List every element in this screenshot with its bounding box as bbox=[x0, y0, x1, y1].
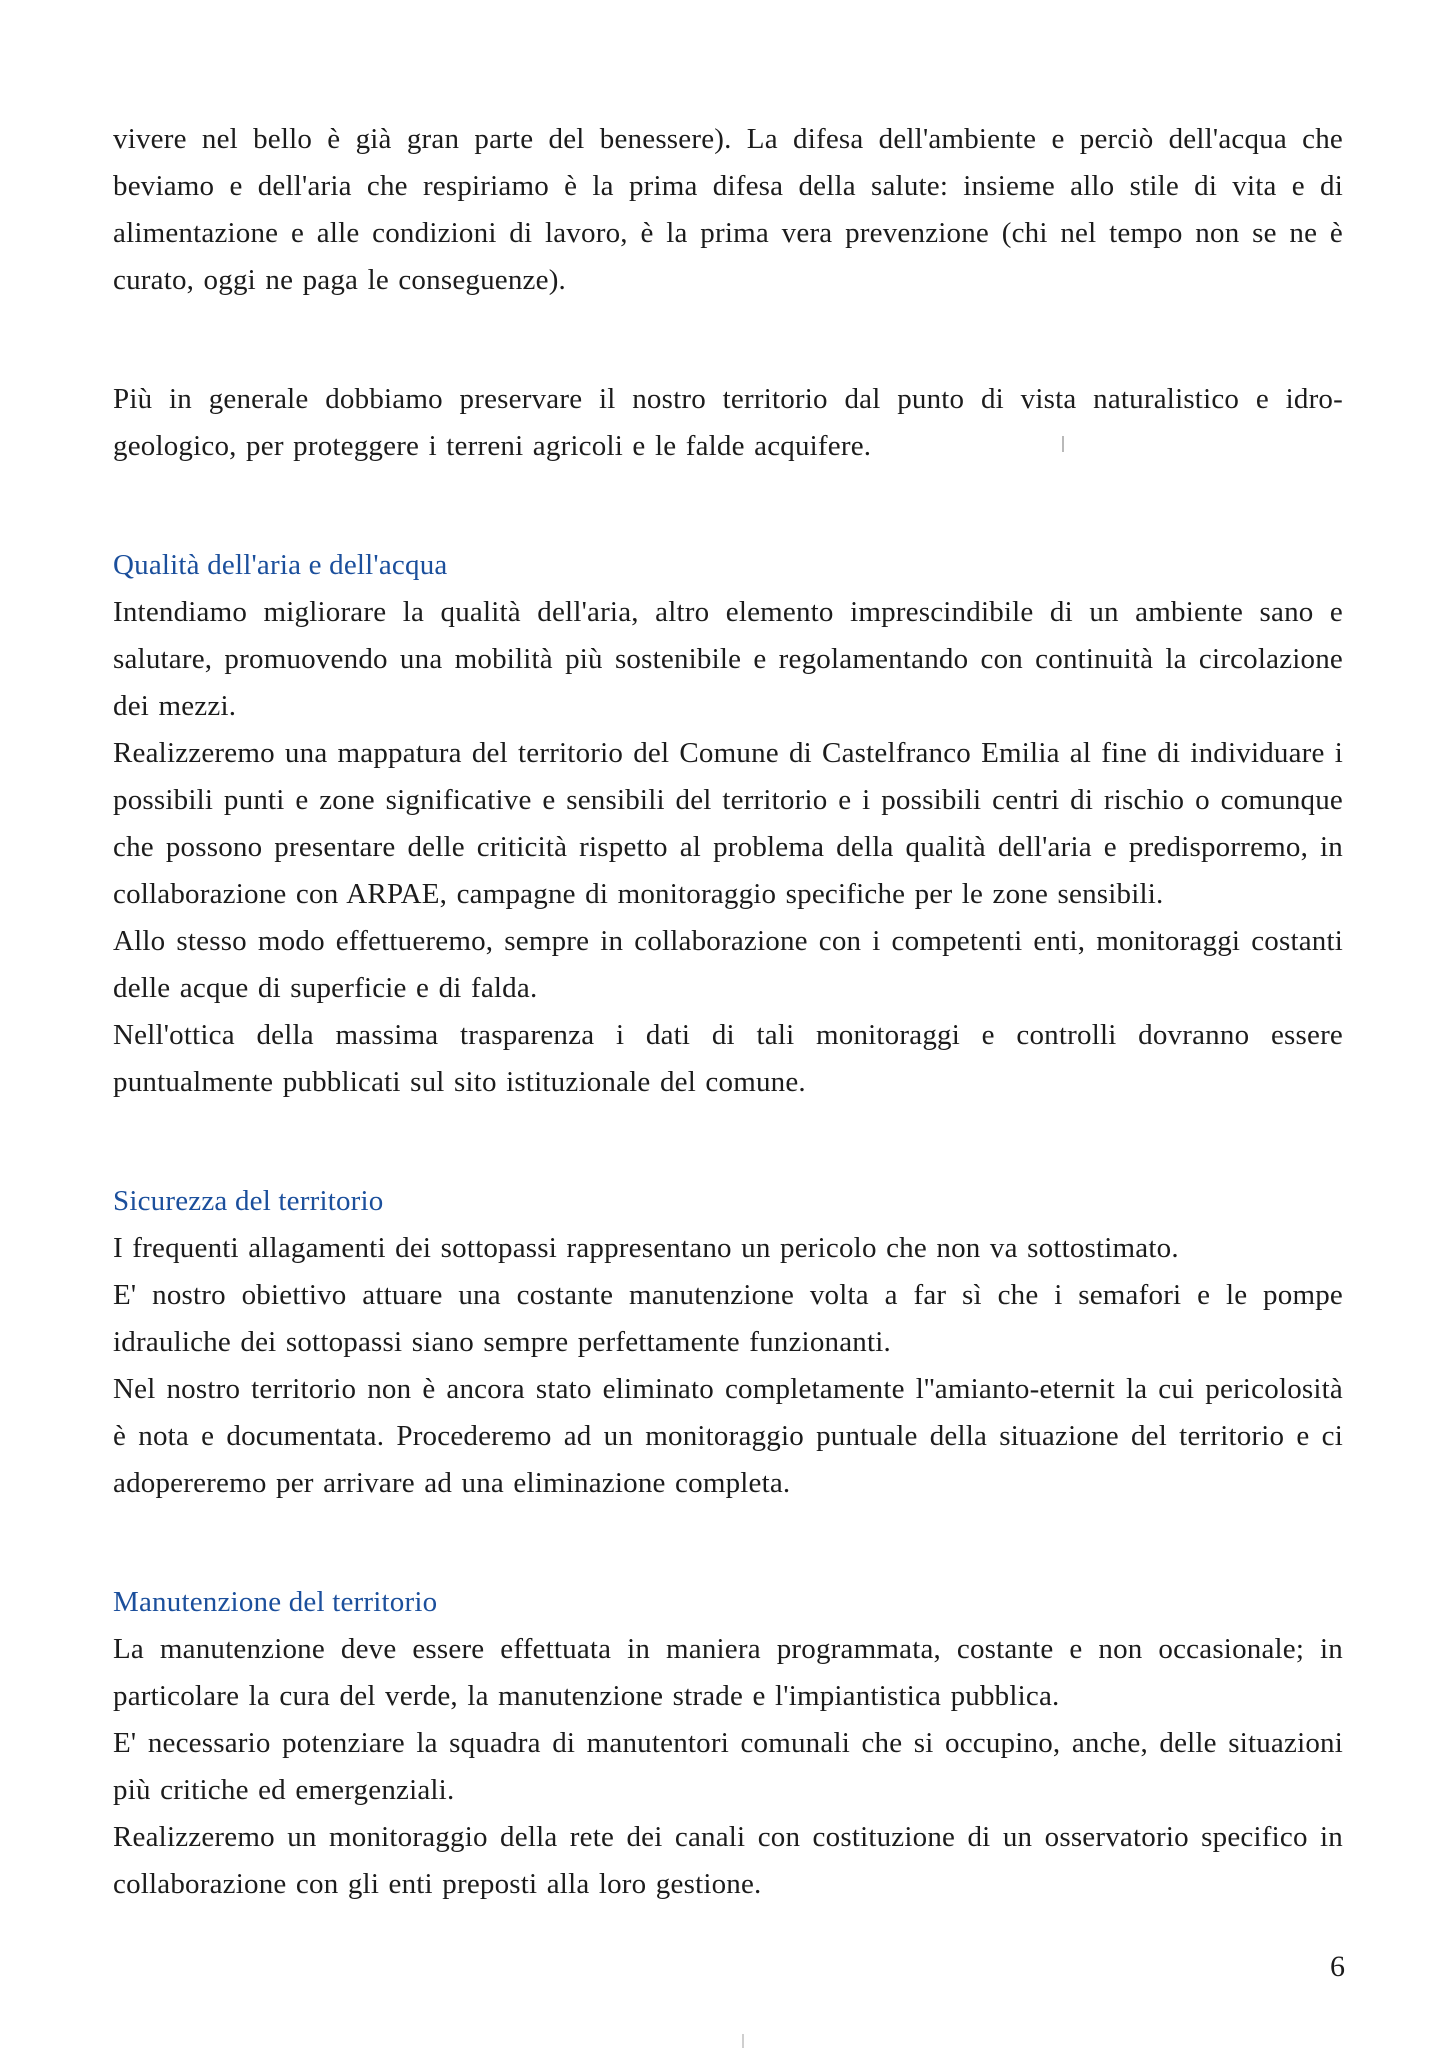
paragraph-amianto-eternit: Nel nostro territorio non è ancora stato eliminato completamente l''amianto-eternit la cui pericolosità è nota e documentata. Procederemo ad un monitoraggio puntuale della situazione del territorio e ci adopereremo per arrivare ad una eliminazione completa. bbox=[113, 1373, 1343, 1499]
paragraph-manutenzione-programmata: La manutenzione deve essere effettuata in maniera programmata, costante e non occasionale; in particolare la cura del verde, la manutenzione strade e l'impiantistica pubblica. bbox=[113, 1633, 1343, 1712]
section-heading-manutenzione-territorio: Manutenzione del territorio bbox=[113, 1586, 438, 1618]
paragraph-preservare-territorio: Più in generale dobbiamo preservare il nostro territorio dal punto di vista naturalistico e idro-geologico, per proteggere i terreni agricoli e le falde acquifere. bbox=[113, 383, 1343, 462]
page-number: 6 bbox=[1330, 1950, 1345, 1983]
section-heading-qualita-aria-acqua: Qualità dell'aria e dell'acqua bbox=[113, 549, 448, 581]
paragraph-manutenzione-semafori-pompe: E' nostro obiettivo attuare una costante manutenzione volta a far sì che i semafori e le pompe idrauliche dei sottopassi siano sempre perfettamente funzionanti. bbox=[113, 1279, 1343, 1358]
scan-artifact-tick bbox=[1062, 436, 1064, 452]
paragraph-trasparenza-dati: Nell'ottica della massima trasparenza i dati di tali monitoraggi e controlli dovranno essere puntualmente pubblicati sul sito istituzionale del comune. bbox=[113, 1019, 1343, 1098]
paragraph-monitoraggio-canali: Realizzeremo un monitoraggio della rete dei canali con costituzione di un osservatorio specifico in collaborazione con gli enti preposti alla loro gestione. bbox=[113, 1821, 1343, 1900]
paragraph-mappatura-territorio: Realizzeremo una mappatura del territorio del Comune di Castelfranco Emilia al fine di individuare i possibili punti e zone significative e sensibili del territorio e i possibili centri di rischio o comunque che possono presentare delle criticità rispetto al problema della qualità dell'aria e predisporremo, in collaborazione con ARPAE, campagne di monitoraggio specifiche per le zone sensibili. bbox=[113, 737, 1343, 910]
section-heading-sicurezza-territorio: Sicurezza del territorio bbox=[113, 1185, 384, 1217]
paragraph-benessere-difesa-ambiente: vivere nel bello è già gran parte del benessere). La difesa dell'ambiente e perciò dell'acqua che beviamo e dell'aria che respiriamo è la prima difesa della salute: insieme allo stile di vita e di alimentazione e alle condizioni di lavoro, è la prima vera prevenzione (chi nel tempo non se ne è curato, oggi ne paga le conseguenze). bbox=[113, 123, 1343, 296]
paragraph-allagamenti-sottopassi: I frequenti allagamenti dei sottopassi rappresentano un pericolo che non va sottostimato. bbox=[113, 1232, 1179, 1264]
paragraph-migliorare-qualita-aria: Intendiamo migliorare la qualità dell'aria, altro elemento imprescindibile di un ambiente sano e salutare, promuovendo una mobilità più sostenibile e regolamentando con continuità la circolazione dei mezzi. bbox=[113, 596, 1343, 722]
scan-artifact-bottom-line bbox=[742, 2034, 744, 2048]
paragraph-squadra-manutentori: E' necessario potenziare la squadra di manutentori comunali che si occupino, anche, delle situazioni più critiche ed emergenziali. bbox=[113, 1727, 1343, 1806]
paragraph-monitoraggi-acque: Allo stesso modo effettueremo, sempre in collaborazione con i competenti enti, monitoraggi costanti delle acque di superficie e di falda. bbox=[113, 925, 1343, 1004]
